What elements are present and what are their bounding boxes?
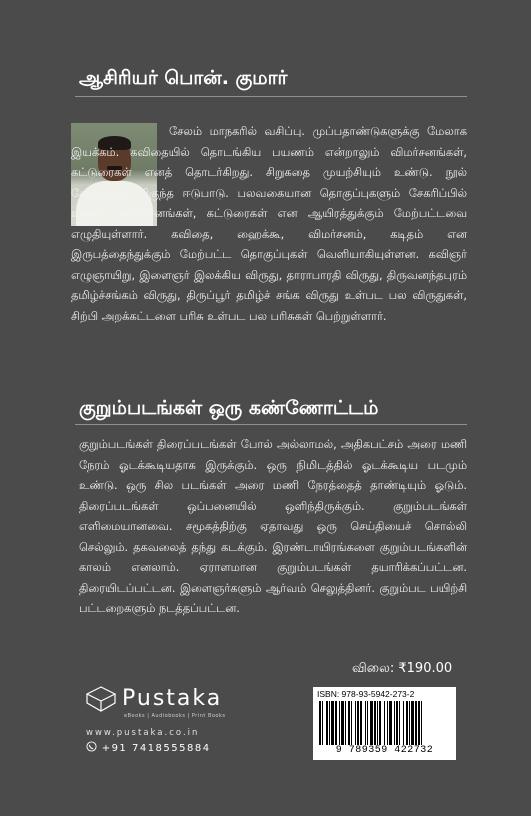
isbn-label: ISBN: 978-93-5942-273-2	[317, 689, 415, 699]
ean-number: 9 789359 422732	[335, 745, 434, 756]
author-section-title: ஆசிரியர் பொன். குமார்	[79, 67, 288, 89]
author-title-divider	[75, 96, 467, 97]
publisher-name: Pustaka	[122, 686, 223, 711]
publisher-phone-number: +91 7418555884	[101, 743, 211, 754]
publisher-website[interactable]: www.pustaka.co.in	[86, 728, 200, 738]
whatsapp-icon	[86, 741, 97, 752]
price-label: விலை: ₹190.00	[352, 661, 453, 676]
book-title-divider	[75, 424, 467, 425]
publisher-phone[interactable]	[86, 741, 211, 754]
publisher-tagline: eBooks | Audiobooks | Print Books	[124, 713, 226, 719]
barcode-bars	[319, 701, 450, 745]
book-description: குறும்படங்கள் திரைப்படங்கள் போல் அல்லாமல், அதிகபட்சம் அரை மணி நேரம் ஓடக்கூடியதாக இருக்கும். ஒரு நிமிடத்தில் ஓடக்கூடிய படமும் உண்டு. ஒரு சில படங்கள் அரை மணி நேரத்தைத் தாண்டியும் ஓடும். திரைப்படங்கள் ஒப்பனையில் ஒளிந்திருக்கும். குறும்படங்கள் எளிமையானவை. சமூகத்திற்கு ஏதாவது ஒரு செய்தியைச் சொல்லி செல்லும். தகவலைத் தந்து கடக்கும். இரண்டாயிரங்களை குறும்படங்களின் காலம் எனலாம். ஏராளமான குறும்படங்கள் தயாரிக்கப்பட்டன. திரையிடப்பட்டன. இளைஞர்களும் ஆர்வம் செலுத்தினர். குறும்பட பயிற்சி பட்டறைகளும் நடத்தப்பட்டன.	[79, 437, 467, 615]
author-bio: சேலம் மாநகரில் வசிப்பு. முப்பதாண்டுகளுக்கு மேலாக இயக்கம். கவிதையில் தொடங்கிய பயணம் என்றாலும் விமர்சனங்கள், கட்டுரைகள் எனத் தொடர்கிறது. சிறுகதை முயற்சியும் உண்டு. நூல் சேகரிப்பில் மிகுந்த ஈடுபாடு. பலவகையான தொகுப்புகளும் சேகரிப்பில் உண்டு. விமர்சனங்கள், கட்டுரைகள் என ஆயிரத்துக்கும் மேற்பட்டவை எழுதியுள்ளார். கவிதை, ஹைக்கூ, விமர்சனம், கடிதம் என இருபத்தைந்துக்கும் மேற்பட்ட தொகுப்புகள் வெளியாகியுள்ளன. கவிஞர் எழுஞாயிறு, இளைஞர் இலக்கிய விருது, தாராபாரதி விருது, திருவனந்தபுரம் தமிழ்ச்சங்கம் விருது, திருப்பூர் தமிழ்ச் சங்க விருது உள்பட பல விருதுகள், சிற்பி அறக்கட்டளை பரிசு உள்பட பல பரிசுகள் பெற்றுள்ளார்.	[71, 124, 467, 323]
book-logo-icon	[86, 686, 116, 712]
isbn-barcode	[313, 687, 456, 760]
book-section-title: குறும்படங்கள் ஒரு கண்ணோட்டம்	[79, 397, 379, 419]
